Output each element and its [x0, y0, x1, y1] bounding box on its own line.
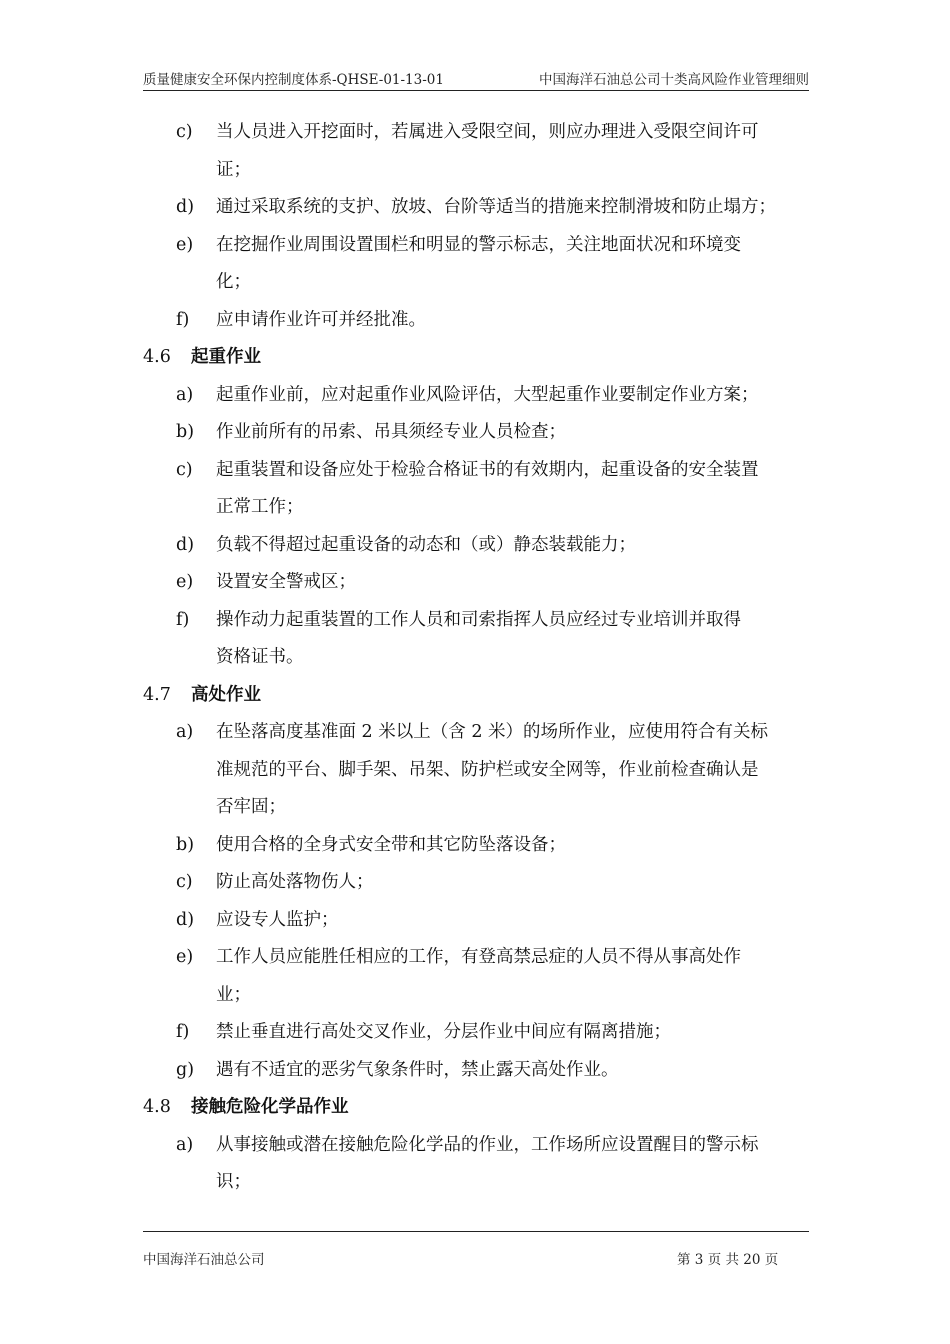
list-item	[143, 527, 813, 565]
list-item-continuation	[143, 264, 813, 302]
list-item-label: f)	[176, 309, 190, 330]
list-item-continuation	[143, 752, 813, 790]
page-prefix: 第	[677, 1252, 691, 1268]
list-item-label: a)	[176, 1134, 194, 1155]
section-number: 4.6	[143, 347, 171, 367]
list-item-label: a)	[176, 722, 194, 742]
list-item	[143, 1014, 813, 1052]
header-document-title: 中国海洋石油总公司十类高风险作业管理细则	[539, 72, 809, 88]
section-title: 高处作业	[191, 684, 261, 705]
page-counter	[677, 1248, 778, 1268]
list-item-continuation	[143, 152, 813, 190]
list-item-continuation	[143, 789, 813, 827]
list-item	[143, 189, 813, 227]
section-number: 4.7	[143, 684, 171, 705]
list-item	[143, 939, 813, 977]
section-number: 4.8	[143, 1097, 171, 1117]
list-item-text: 在坠落高度基准面 2 米以上（含 2 米）的场所作业，应使用符合有关标	[216, 722, 769, 742]
section-heading	[143, 1089, 813, 1127]
list-item	[143, 864, 813, 902]
list-item	[143, 114, 813, 152]
list-item	[143, 902, 813, 940]
list-item-text: 识；	[216, 1172, 251, 1192]
list-item-label: g)	[176, 1059, 195, 1080]
list-item	[143, 602, 813, 640]
list-item-label: b)	[176, 422, 195, 442]
page-mid: 页 共	[707, 1252, 739, 1268]
page-header	[143, 66, 809, 91]
list-item-text: 操作动力起重装置的工作人员和司索指挥人员应经过专业培训并取得	[216, 609, 741, 630]
list-item-text: 起重作业前，应对起重作业风险评估，大型起重作业要制定作业方案；	[216, 384, 759, 405]
list-item	[143, 827, 813, 865]
list-item-label: d)	[176, 197, 195, 217]
list-item-continuation	[143, 639, 813, 677]
list-item-text: 应申请作业许可并经批准。	[216, 309, 426, 330]
list-item-text: 防止高处落物伤人；	[216, 872, 374, 892]
list-item-label: f)	[176, 609, 190, 630]
list-item-label: b)	[176, 834, 195, 855]
page-number: 3	[694, 1252, 704, 1268]
list-item-text: 负载不得超过起重设备的动态和（或）静态装载能力；	[216, 534, 636, 555]
list-item	[143, 1127, 813, 1165]
list-item	[143, 452, 813, 490]
list-item	[143, 414, 813, 452]
list-item-label: d)	[176, 534, 195, 555]
list-item	[143, 564, 813, 602]
list-item-text: 当人员进入开挖面时，若属进入受限空间，则应办理进入受限空间许可	[216, 122, 759, 142]
list-item-text: 资格证书。	[216, 647, 304, 667]
list-item-label: e)	[176, 572, 194, 592]
list-item-text: 起重装置和设备应处于检验合格证书的有效期内，起重设备的安全装置	[216, 459, 759, 480]
list-item-text: 化；	[216, 272, 251, 292]
list-item-text: 在挖掘作业周围设置围栏和明显的警示标志，关注地面状况和环境变	[216, 234, 741, 255]
list-item-label: e)	[176, 947, 194, 967]
list-item-label: a)	[176, 384, 194, 405]
section-title: 起重作业	[191, 347, 261, 367]
header-document-code: 质量健康安全环保内控制度体系-QHSE-01-13-01	[143, 72, 444, 88]
list-item-continuation	[143, 1164, 813, 1202]
list-item-label: c)	[176, 872, 193, 892]
list-item	[143, 227, 813, 265]
list-item-continuation	[143, 489, 813, 527]
list-item-label: f)	[176, 1022, 190, 1042]
list-item-text: 使用合格的全身式安全带和其它防坠落设备；	[216, 834, 566, 855]
list-item-text: 业；	[216, 984, 251, 1005]
list-item-label: e)	[176, 234, 194, 255]
footer-company-name: 中国海洋石油总公司	[143, 1252, 265, 1268]
list-item-text: 从事接触或潜在接触危险化学品的作业，工作场所应设置醒目的警示标	[216, 1134, 759, 1155]
list-item	[143, 714, 813, 752]
list-item-text: 工作人员应能胜任相应的工作，有登高禁忌症的人员不得从事高处作	[216, 947, 741, 967]
list-item-text: 否牢固；	[216, 797, 286, 817]
list-item-text: 遇有不适宜的恶劣气象条件时，禁止露天高处作业。	[216, 1059, 619, 1080]
section-title: 接触危险化学品作业	[191, 1097, 349, 1117]
list-item-text: 作业前所有的吊索、吊具须经专业人员检查；	[216, 422, 566, 442]
section-heading	[143, 339, 813, 377]
page-suffix: 页	[764, 1252, 779, 1268]
list-item-text: 禁止垂直进行高处交叉作业，分层作业中间应有隔离措施；	[216, 1022, 671, 1042]
list-item-continuation	[143, 977, 813, 1015]
list-item	[143, 1052, 813, 1090]
list-item	[143, 302, 813, 340]
list-item-text: 证；	[216, 159, 251, 180]
list-item-text: 设置安全警戒区；	[216, 572, 356, 592]
list-item-text: 正常工作；	[216, 497, 304, 517]
section-heading	[143, 677, 813, 715]
document-body	[143, 114, 813, 1202]
list-item-text: 应设专人监护；	[216, 909, 339, 930]
list-item-label: c)	[176, 122, 193, 142]
list-item-label: d)	[176, 909, 195, 930]
list-item-text: 准规范的平台、脚手架、吊架、防护栏或安全网等，作业前检查确认是	[216, 759, 759, 780]
list-item-label: c)	[176, 459, 193, 480]
list-item	[143, 377, 813, 415]
page-total: 20	[743, 1252, 761, 1268]
list-item-text: 通过采取系统的支护、放坡、台阶等适当的措施来控制滑坡和防止塌方；	[216, 197, 776, 217]
page-footer	[143, 1231, 809, 1268]
